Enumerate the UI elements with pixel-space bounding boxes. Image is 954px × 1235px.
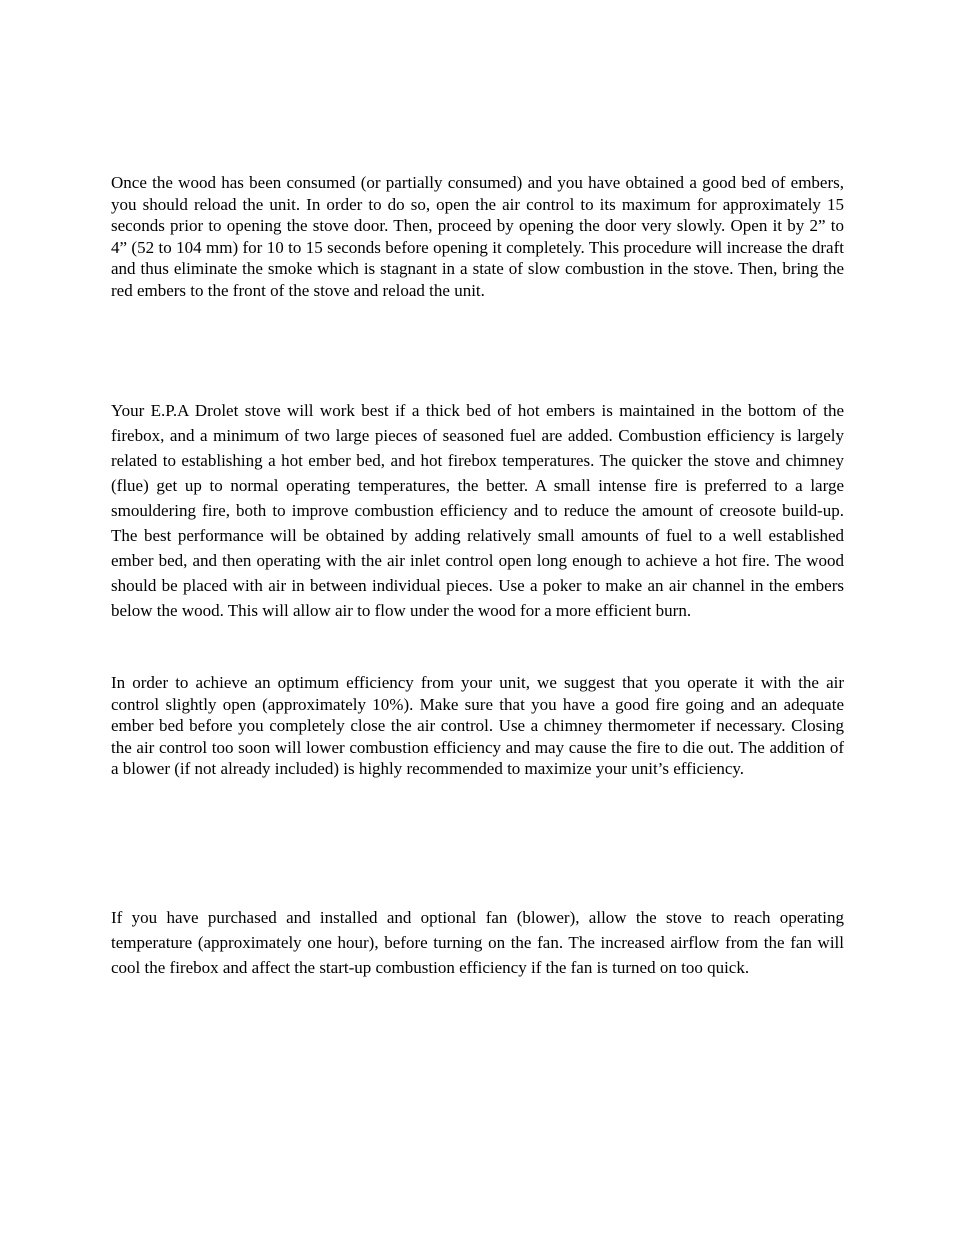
paragraph-fan-blower: If you have purchased and installed and optional fan (blower), allow the stove to reach operating temperature (approximately one hour), before turning on the fan. The increased airflow from the fan will cool the firebox and affect the start-up combustion efficiency if the fan is turned on too quick. — [111, 908, 844, 977]
paragraph-ember-bed: Your E.P.A Drolet stove will work best if a thick bed of hot embers is maintained in the bottom of the firebox, and a minimum of two large pieces of seasoned fuel are added. Combustion efficiency is largely related to establishing a hot ember bed, and hot firebox temperatures. The quicker the stove and chimney (flue) get up to normal operating temperatures, the better. A small intense fire is preferred to a large smouldering fire, both to improve combustion efficiency and to reduce the amount of creosote build-up. The best performance will be obtained by adding relatively small amounts of fuel to a well established ember bed, and then operating with the air inlet control open long enough to achieve a hot fire. The wood should be placed with air in between individual pieces. Use a poker to make an air channel in the embers below the wood. This will allow air to flow under the wood for a more efficient burn. — [111, 401, 844, 620]
paragraph-reloading: Once the wood has been consumed (or partially consumed) and you have obtained a good bed of embers, you should reload the unit. In order to do so, open the air control to its maximum for approximately 15 seconds prior to opening the stove door. Then, proceed by opening the door very slowly. Open it by 2” to 4” (52 to 104 mm) for 10 to 15 seconds before opening it completely. This procedure will increase the draft and thus eliminate the smoke which is stagnant in a state of slow combustion in the stove. Then, bring the red embers to the front of the stove and reload the unit. — [111, 173, 844, 300]
paragraph-optimum-efficiency: In order to achieve an optimum efficiency from your unit, we suggest that you operate it with the air control slightly open (approximately 10%). Make sure that you have a good fire going and an adequate ember bed before you completely close the air control. Use a chimney thermometer if necessary. Closing the air control too soon will lower combustion efficiency and may cause the fire to die out. The addition of a blower (if not already included) is highly recommended to maximize your unit’s efficiency. — [111, 673, 844, 779]
